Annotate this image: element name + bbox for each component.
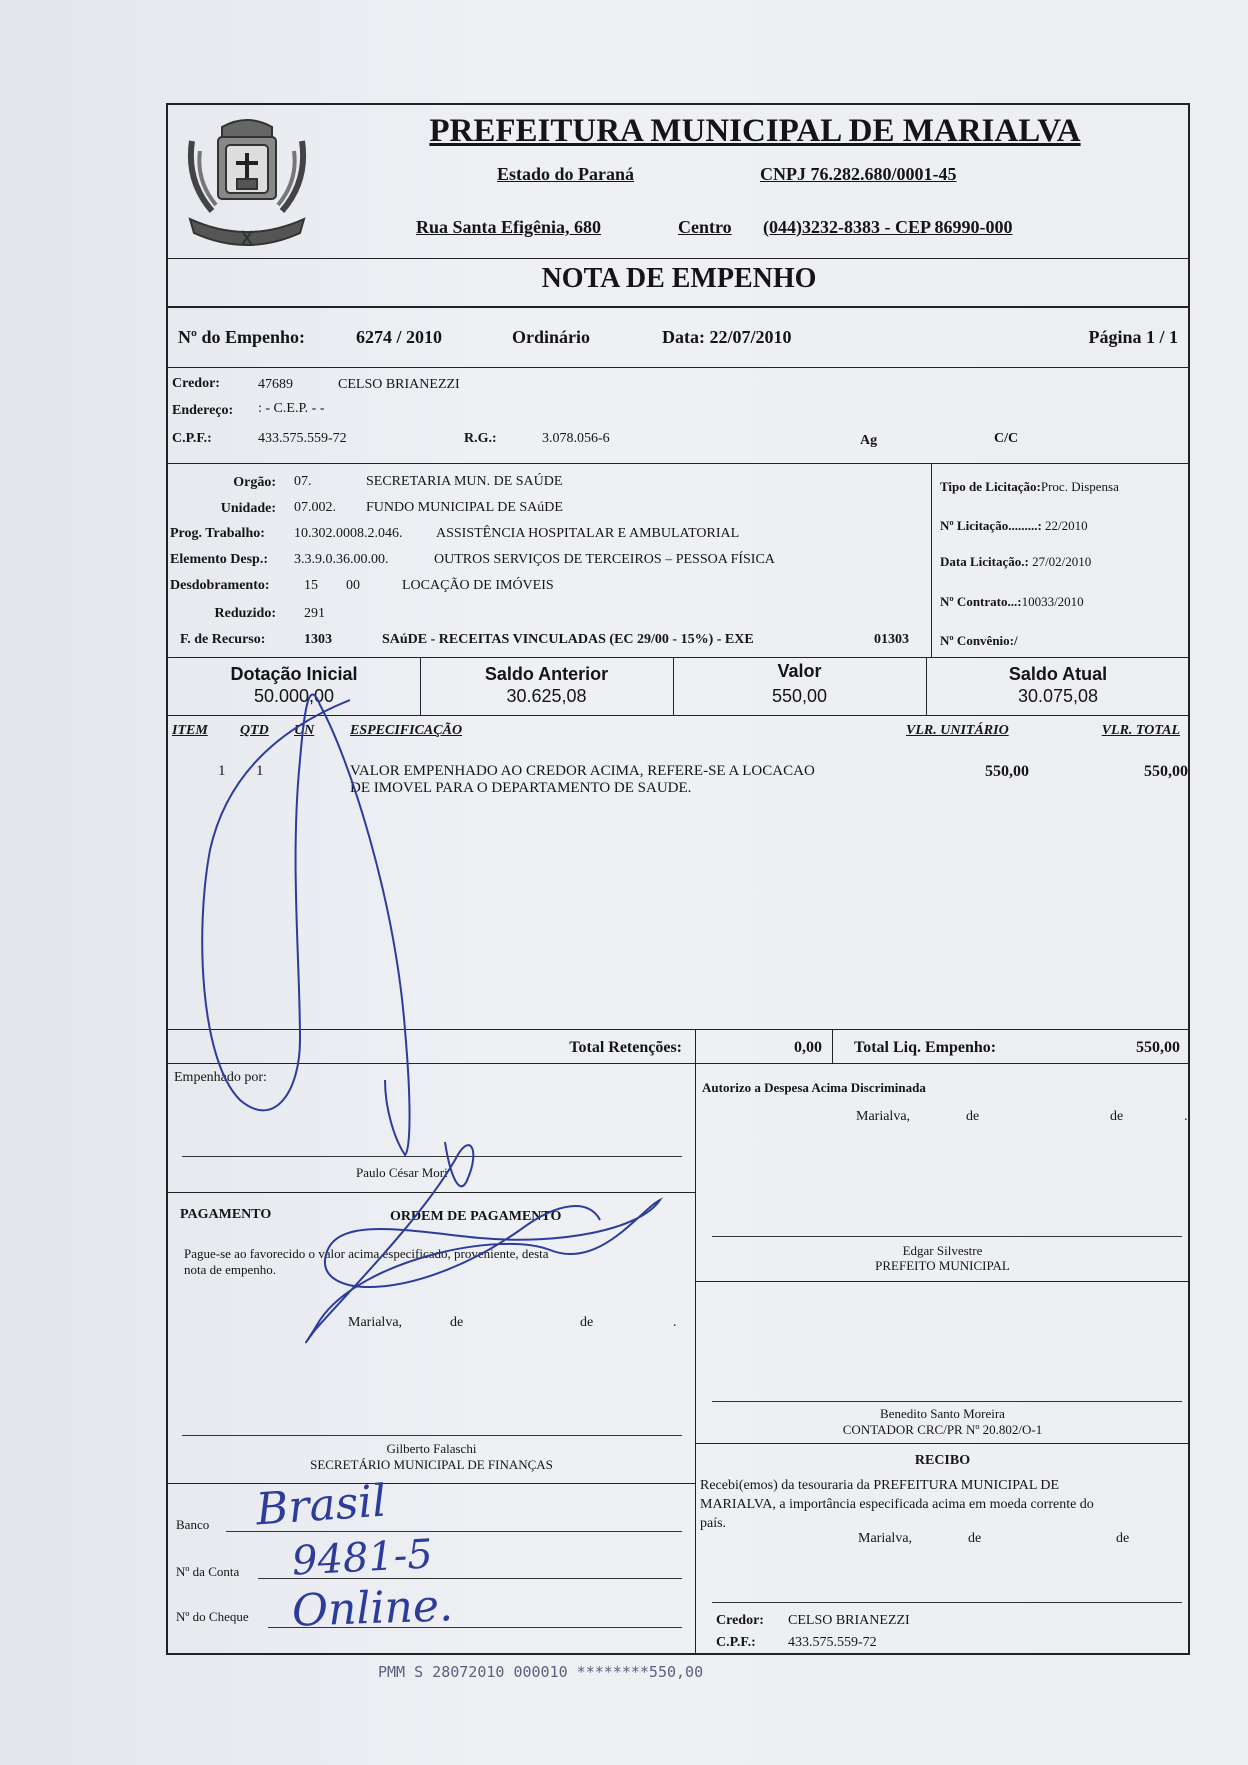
- pagamento-text-line-1: Pague-se ao favorecido o valor acima especificado, proveniente, desta: [184, 1246, 549, 1261]
- col-especificacao: ESPECIFICAÇÃO: [350, 723, 463, 738]
- recibo-text-line-3: país.: [700, 1516, 727, 1531]
- banco-label: Banco: [176, 1517, 210, 1532]
- col-qtd: QTD: [240, 723, 269, 738]
- page-number: Página 1 / 1: [1088, 327, 1178, 347]
- total-retencoes-value: 0,00: [794, 1039, 822, 1056]
- saldo-atual-label: Saldo Atual: [1008, 664, 1108, 684]
- empenho-label: Nº do Empenho:: [178, 327, 305, 347]
- orgao-label: Orgão:: [233, 475, 276, 490]
- item-vlr-total: 550,00: [1144, 763, 1188, 780]
- recibo-credor-label: Credor:: [716, 1613, 764, 1628]
- autorizo-dot: .: [1184, 1109, 1188, 1124]
- header-cnpj: CNPJ 76.282.680/0001-45: [760, 164, 957, 184]
- empenho-number: 6274 / 2010: [356, 327, 443, 347]
- total-retencoes-label: Total Retenções:: [569, 1039, 682, 1056]
- recurso-label: F. de Recurso:: [180, 632, 266, 647]
- validation-stamp: PMM S 28072010 000010 ********550,00: [378, 1663, 704, 1681]
- signature-gilberto-falaschi: [306, 1142, 660, 1342]
- desdobramento-sub: 00: [346, 578, 360, 593]
- dotacao-value: 50.000,00: [253, 686, 335, 706]
- pagamento-label: PAGAMENTO: [180, 1207, 272, 1222]
- cheque-label: Nº do Cheque: [176, 1609, 249, 1624]
- ag-label: Ag: [860, 433, 878, 448]
- empenhado-name: Paulo César Mori: [356, 1165, 448, 1180]
- elemento-label: Elemento Desp.:: [170, 552, 268, 567]
- recibo-credor-name: CELSO BRIANEZZI: [788, 1613, 910, 1628]
- saldo-anterior-value: 30.625,08: [506, 686, 587, 706]
- unidade-label: Unidade:: [220, 501, 276, 516]
- item-qtd: 1: [256, 763, 264, 779]
- recibo-cpf-label: C.P.F.:: [716, 1635, 756, 1650]
- secretario-role: SECRETÁRIO MUNICIPAL DE FINANÇAS: [310, 1457, 553, 1472]
- pagamento-city: Marialva,: [348, 1315, 403, 1330]
- reduzido-label: Reduzido:: [214, 606, 276, 621]
- unidade-name: FUNDO MUNICIPAL DE SAúDE: [366, 500, 563, 515]
- recibo-de-2: de: [1116, 1531, 1130, 1546]
- endereco-label: Endereço:: [172, 403, 234, 418]
- header-title: PREFEITURA MUNICIPAL DE MARIALVA: [429, 113, 1081, 149]
- header-phone-cep: (044)3232-8383 - CEP 86990-000: [763, 217, 1013, 237]
- numero-licitacao: Nº Licitação.........: 22/2010: [940, 518, 1088, 533]
- autorizo-de-2: de: [1110, 1109, 1124, 1124]
- numero-contrato: Nº Contrato...:10033/2010: [940, 594, 1084, 609]
- desdobramento-code: 15: [304, 578, 318, 593]
- recibo-de-1: de: [968, 1531, 982, 1546]
- data-licitacao: Data Licitação.: 27/02/2010: [940, 554, 1092, 569]
- secretario-name: Gilberto Falaschi: [386, 1441, 477, 1456]
- cpf-value: 433.575.559-72: [258, 431, 347, 446]
- elemento-name: OUTROS SERVIÇOS DE TERCEIROS – PESSOA FÍSICA: [434, 552, 775, 567]
- desdobramento-name: LOCAÇÃO DE IMÓVEIS: [402, 578, 554, 593]
- credor-code: 47689: [258, 377, 293, 392]
- document-title: NOTA DE EMPENHO: [541, 263, 817, 294]
- cc-label: C/C: [994, 431, 1019, 446]
- desdobramento-label: Desdobramento:: [170, 578, 270, 593]
- orgao-name: SECRETARIA MUN. DE SAÚDE: [366, 474, 563, 489]
- header-address: Rua Santa Efigênia, 680: [416, 217, 602, 237]
- dotacao-label: Dotação Inicial: [230, 664, 358, 684]
- item-especificacao-line-2: DE IMOVEL PARA O DEPARTAMENTO DE SAUDE.: [350, 780, 692, 796]
- recibo-text-line-1: Recebi(emos) da tesouraria da PREFEITURA MUNICIPAL DE: [700, 1478, 1060, 1493]
- pagamento-text-line-2: nota de empenho.: [184, 1262, 277, 1277]
- prog-name: ASSISTÊNCIA HOSPITALAR E AMBULATORIAL: [436, 526, 740, 541]
- col-vlr-unitario: VLR. UNITÁRIO: [906, 723, 1009, 738]
- recibo-cpf-value: 433.575.559-72: [788, 1635, 877, 1650]
- saldo-atual-value: 30.075,08: [1017, 686, 1099, 706]
- cpf-label: C.P.F.:: [172, 431, 212, 446]
- rg-value: 3.078.056-6: [542, 431, 610, 446]
- valor-label: Valor: [777, 661, 822, 681]
- reduzido-code: 291: [304, 606, 325, 621]
- valor-value: 550,00: [771, 686, 828, 706]
- credor-label: Credor:: [172, 376, 220, 391]
- total-liq-label: Total Liq. Empenho:: [854, 1039, 997, 1056]
- orgao-code: 07.: [294, 474, 312, 489]
- unidade-code: 07.002.: [294, 500, 336, 515]
- header-district: Centro: [678, 217, 732, 237]
- tipo-licitacao: Tipo de Licitação:Proc. Dispensa: [940, 479, 1119, 494]
- banco-handwritten: Brasil: [254, 1475, 388, 1536]
- recurso-num: 01303: [874, 632, 909, 647]
- autorizo-label: Autorizo a Despesa Acima Discriminada: [702, 1080, 926, 1095]
- recibo-title: RECIBO: [914, 1453, 971, 1468]
- rg-label: R.G.:: [464, 431, 497, 446]
- ordem-pagamento-label: ORDEM DE PAGAMENTO: [390, 1209, 562, 1224]
- item-number: 1: [218, 763, 226, 779]
- conta-handwritten: 9481-5: [290, 1531, 434, 1585]
- total-liq-value: 550,00: [1136, 1039, 1180, 1056]
- autorizo-de-1: de: [966, 1109, 980, 1124]
- col-vlr-total: VLR. TOTAL: [1101, 723, 1180, 738]
- col-item: ITEM: [172, 723, 208, 738]
- empenho-type: Ordinário: [512, 327, 591, 347]
- recurso-name: SAúDE - RECEITAS VINCULADAS (EC 29/00 - 15%) - EXE: [382, 632, 754, 647]
- recibo-text-line-2: MARIALVA, a importância especificada acima em moeda corrente do: [700, 1497, 1094, 1512]
- contador-role: CONTADOR CRC/PR Nº 20.802/O-1: [842, 1422, 1043, 1437]
- prefeito-name: Edgar Silvestre: [902, 1243, 983, 1258]
- recurso-code: 1303: [304, 632, 332, 647]
- prefeito-role: PREFEITO MUNICIPAL: [875, 1258, 1010, 1273]
- endereco-value: : - C.E.P. - -: [258, 401, 325, 416]
- elemento-code: 3.3.9.0.36.00.00.: [294, 552, 389, 567]
- prog-code: 10.302.0008.2.046.: [294, 526, 403, 541]
- signature-paulo-mori: [202, 694, 409, 1155]
- item-vlr-unitario: 550,00: [985, 763, 1029, 780]
- autorizo-city: Marialva,: [856, 1109, 911, 1124]
- credor-name: CELSO BRIANEZZI: [338, 377, 460, 392]
- header-state: Estado do Paraná: [497, 164, 635, 184]
- recibo-city: Marialva,: [858, 1531, 913, 1546]
- numero-convenio: Nº Convênio:/: [940, 633, 1018, 648]
- pagamento-de-1: de: [450, 1315, 464, 1330]
- item-especificacao-line-1: VALOR EMPENHADO AO CREDOR ACIMA, REFERE-SE A LOCACAO: [350, 763, 815, 779]
- conta-label: Nº da Conta: [176, 1564, 240, 1579]
- cheque-handwritten: Online.: [291, 1580, 454, 1637]
- col-un: UN: [294, 723, 315, 738]
- empenho-date: Data: 22/07/2010: [662, 327, 792, 347]
- contador-name: Benedito Santo Moreira: [880, 1406, 1005, 1421]
- pagamento-de-2: de: [580, 1315, 594, 1330]
- prog-label: Prog. Trabalho:: [170, 526, 265, 541]
- empenhado-label: Empenhado por:: [174, 1070, 267, 1085]
- saldo-anterior-label: Saldo Anterior: [484, 664, 609, 684]
- pagamento-dot: .: [673, 1315, 677, 1330]
